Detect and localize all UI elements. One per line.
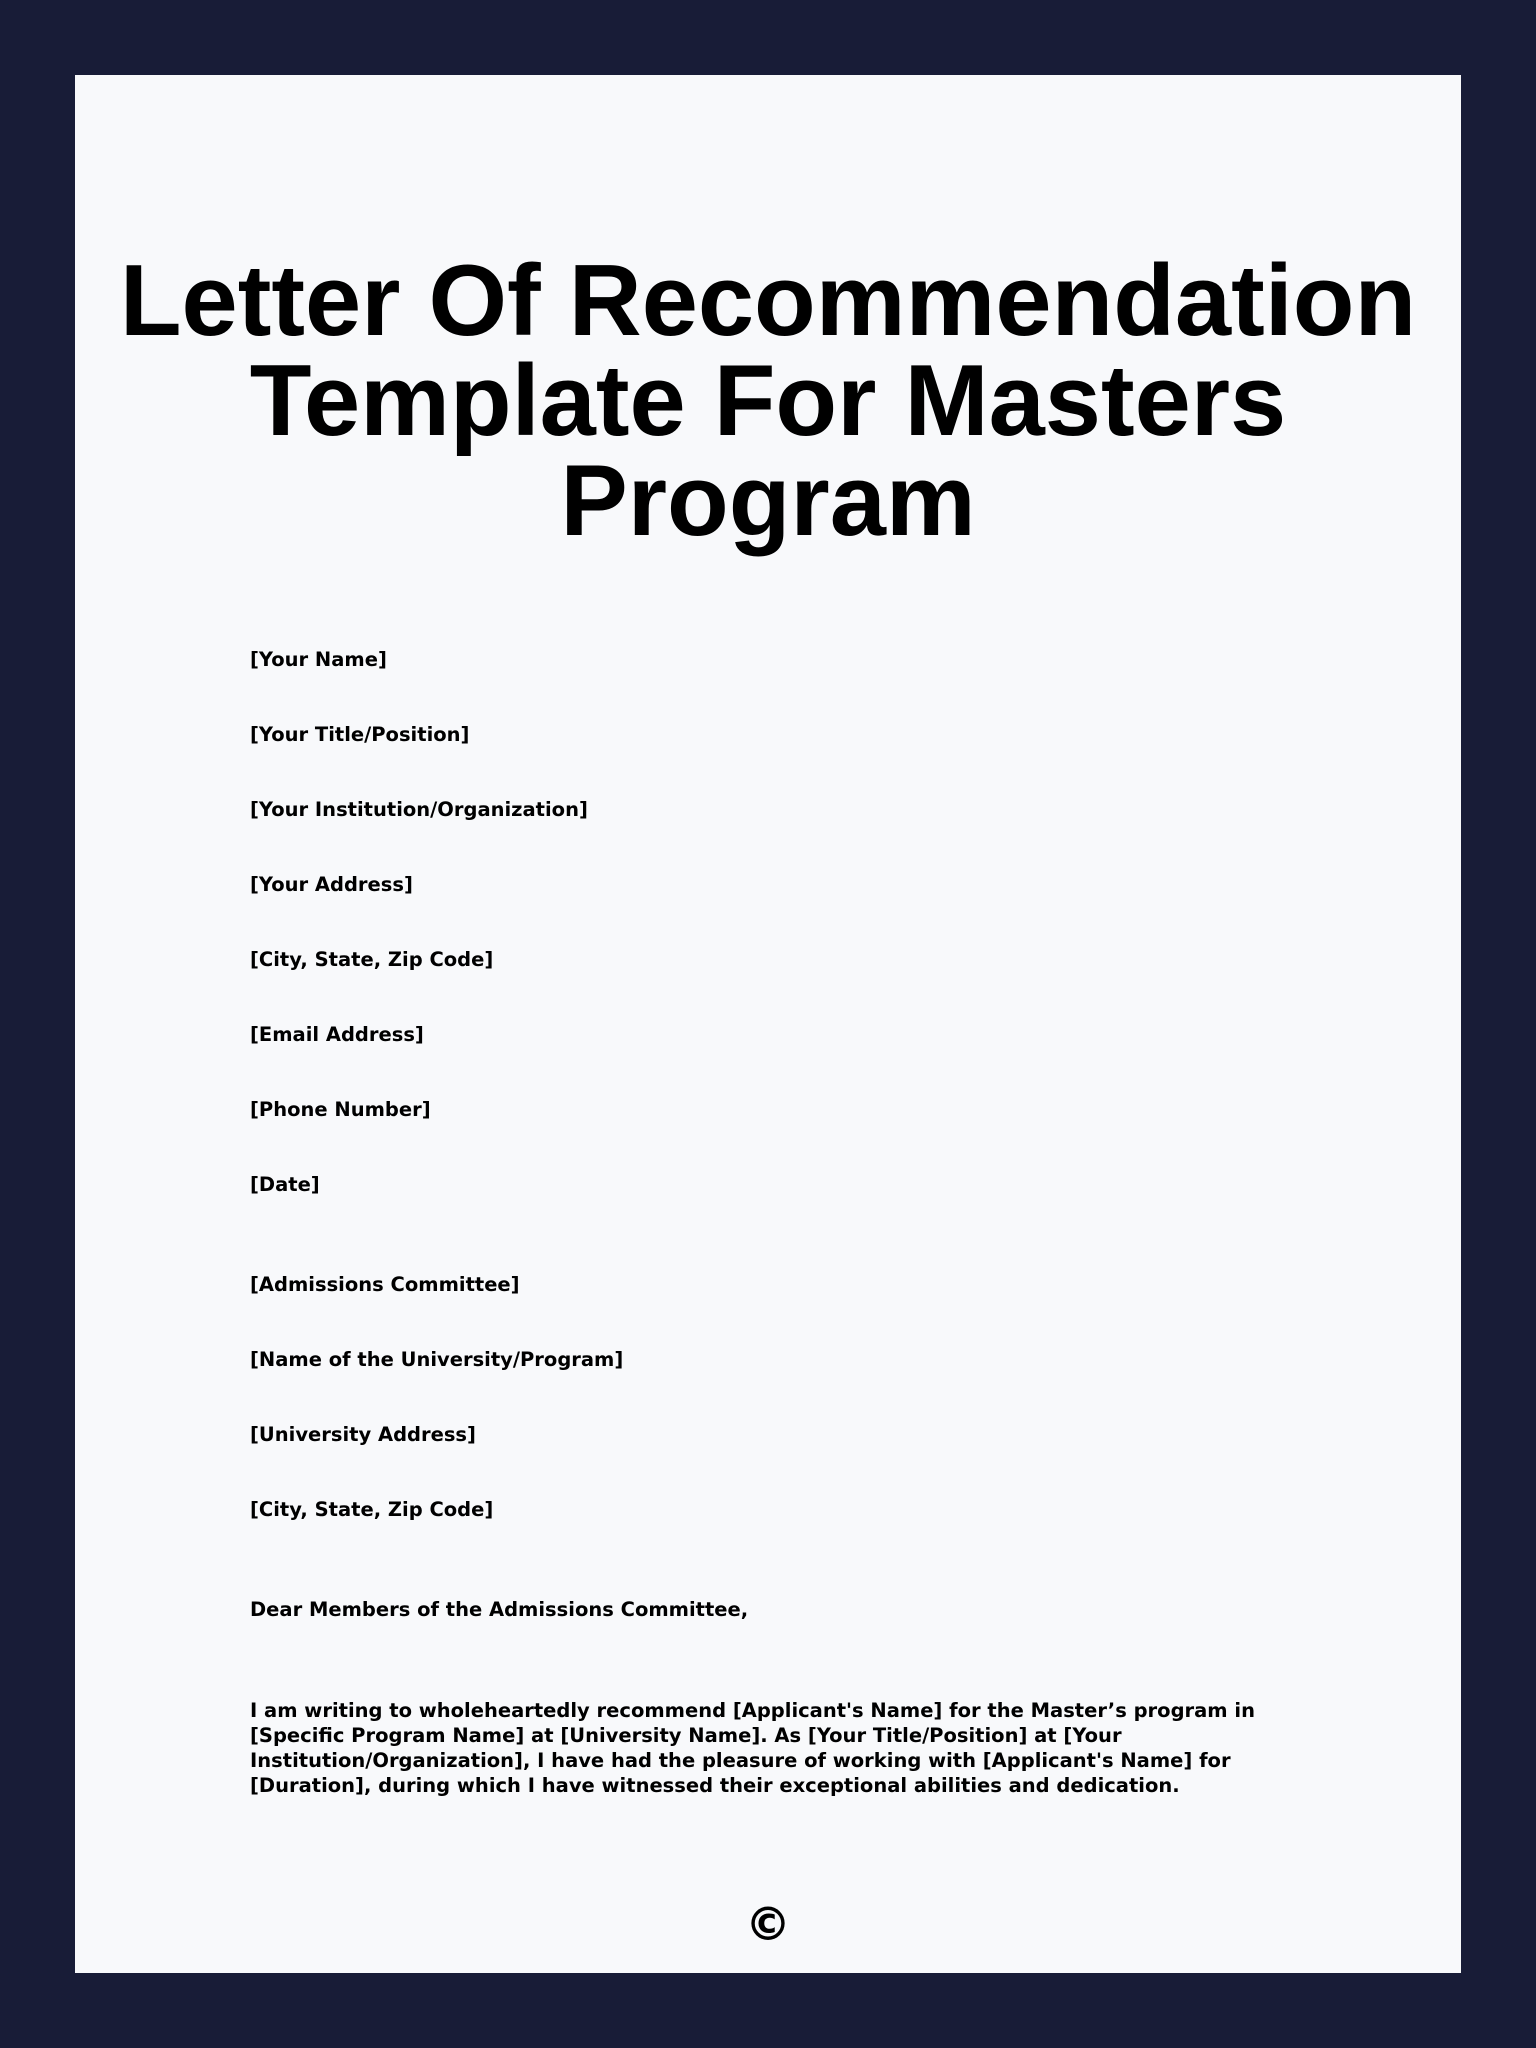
letter-date: [Date]	[250, 1173, 320, 1196]
sender-city-state-zip: [City, State, Zip Code]	[250, 948, 494, 971]
body-paragraph: I am writing to wholeheartedly recommend [Applicant's Name] for the Master’s program in [Specific Program Name] at [University Name]. As [Your Title/Position] at [Your Institution/Organization], I have had the pleasure of working with [Applicant's Name] for [Duration], during which I have witnessed their exceptional abilities and dedication.	[250, 1699, 1255, 1797]
document-title: Letter Of Recommendation Template For Masters Program	[119, 245, 1417, 557]
copyright-icon: ©	[745, 1897, 791, 1951]
recipient-university: [Name of the University/Program]	[250, 1348, 624, 1371]
recipient-address: [University Address]	[250, 1423, 476, 1446]
document-page	[75, 75, 1461, 1973]
sender-phone: [Phone Number]	[250, 1098, 431, 1121]
sender-email: [Email Address]	[250, 1023, 424, 1046]
sender-address: [Your Address]	[250, 873, 413, 896]
sender-name: [Your Name]	[250, 648, 387, 671]
salutation: Dear Members of the Admissions Committee,	[250, 1598, 749, 1621]
sender-title: [Your Title/Position]	[250, 723, 470, 746]
recipient-city-state-zip: [City, State, Zip Code]	[250, 1498, 494, 1521]
recipient-committee: [Admissions Committee]	[250, 1273, 520, 1296]
sender-institution: [Your Institution/Organization]	[250, 798, 588, 821]
